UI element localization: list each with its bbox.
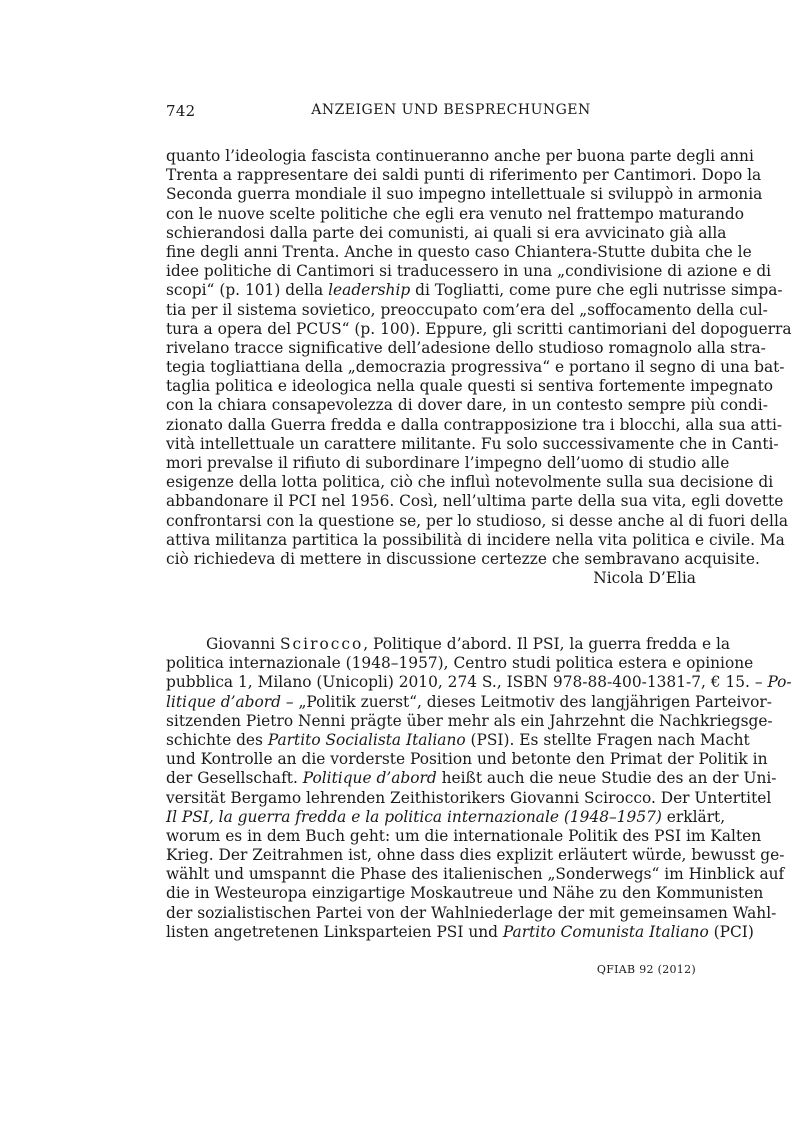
text-segment: tegia togliattiana della „democrazia progressiva“ e portano il segno di una bat- [166,358,785,377]
text-segment: tia per il sistema sovietico, preoccupato com’era del „soffocamento della cul- [166,300,768,319]
text-segment: politica internazionale (1948–1957), Centro studi politica estera e opinione [166,654,754,673]
text-line [166,377,774,396]
text-line [166,242,752,262]
text-line [166,922,754,942]
text-segment: rivelano tracce significative dell’adesione dello studioso romagnolo alla stra- [166,338,766,357]
text-segment: worum es in dem Buch geht: um die internationale Politik des PSI im Kalten [166,826,762,845]
review-paragraph-cantimori [166,147,792,588]
text-segment: quanto l’ideologia fascista continueranno anche per buona parte degli anni [166,147,754,165]
text-segment: Giovanni [206,635,280,653]
text-line [166,884,764,903]
text-line [166,166,762,185]
text-line [166,903,777,923]
text-line [166,750,768,769]
text-segment: die in Westeuropa einzigartige Moskautreue und Nähe zu den Kommunisten [166,884,764,903]
text-line [166,300,768,320]
text-line [166,204,745,224]
italic-text: Partito Comunista Italiano [502,922,709,941]
text-segment: , Politique d’abord. Il PSI, la guerra fredda e la [363,635,731,653]
italic-text: litique d’abord [166,692,281,711]
text-segment: scopi“ (p. 101) della [166,281,329,300]
text-segment: con le nuove scelte politiche che egli era venuto nel frattempo maturando [166,204,745,223]
text-line [166,511,789,531]
text-segment: vità intellettuale un carattere militante. Fu solo successivamente che in Canti- [166,434,779,453]
running-title: ANZEIGEN UND BESPRECHUNGEN [311,102,591,118]
text-line [166,262,772,281]
text-segment: pubblica 1, Milano (Unicopli) 2010, 274 S., ISBN 978-88-400-1381-7, € 15. – [166,673,768,692]
text-segment: und Kontrolle an die vorderste Position und betonte den Primat der Politik in [166,750,768,769]
text-segment: ciò richiedeva di mettere in discussione certezze che sembravano acquisite. [166,549,760,568]
page-number: 742 [166,102,196,120]
text-segment: con la chiara consapevolezza di dover dare, in un contesto sempre più condi- [166,396,768,415]
text-segment: der Gesellschaft. [166,769,303,788]
text-segment: zionato dalla Guerra fredda e dalla contrapposizione tra i blocchi, alla sua atti- [166,415,783,434]
text-segment: Krieg. Der Zeitrahmen ist, ohne dass dies explizit erläutert würde, bewusst ge- [166,846,785,865]
journal-footer: QFIAB 92 (2012) [596,963,696,976]
text-segment: di Togliatti, come pure che egli nutrisse simpa- [410,281,783,300]
text-segment: listen angetretenen Linksparteien PSI und [166,922,503,941]
text-segment: versität Bergamo lehrenden Zeithistorikers Giovanni Scirocco. Der Untertitel [166,788,772,807]
text-line [166,454,730,473]
text-line [166,415,783,435]
reviewer-signature: Nicola D’Elia [593,569,696,588]
page-header [166,102,696,124]
text-line [166,865,785,884]
text-segment: Trenta a rappresentare dei saldi punti di riferimento per Cantimori. Dopo la [166,166,762,185]
text-line [166,492,784,511]
text-segment: taglia politica e ideologica nella quale questi si sentiva fortemente impegnato [166,377,774,396]
text-line [166,692,772,712]
text-line [166,846,785,865]
text-segment: schierandosi dalla parte dei comunisti, ai quali si era avvicinato già alla [166,223,727,242]
text-segment: idee politiche di Cantimori si traducessero in una „condivisione di azione e di [166,262,772,281]
text-line [166,338,766,358]
text-line [166,147,754,166]
text-line [166,530,785,550]
italic-text: Po- [767,673,792,692]
review-paragraph-scirocco [166,635,792,942]
text-line [166,654,754,673]
text-line [166,185,763,204]
text-line [166,826,762,846]
text-line [166,223,727,243]
text-line [166,730,750,750]
text-segment: der sozialistischen Partei von der Wahlniederlage der mit gemeinsamen Wahl- [166,903,777,922]
italic-text: Politique d’abord [302,769,437,788]
text-line [166,358,785,377]
text-segment: – „Politik zuerst“, dieses Leitmotiv des langjährigen Parteivor- [280,692,772,711]
text-segment: attiva militanza partitica la possibilità di incidere nella vita politica e civile. Ma [166,530,785,549]
text-segment: wählt und umspannt die Phase des italienischen „Sonderwegs“ im Hinblick auf [166,865,785,884]
text-segment: erklärt, [661,807,726,826]
text-segment: (PSI). Es stellte Fragen nach Macht [465,730,750,749]
text-segment: mori prevalse il rifiuto di subordinare l’impegno dell’uomo di studio alle [166,454,730,472]
text-line [166,473,774,492]
text-segment: Seconda guerra mondiale il suo impegno intellettuale si sviluppò in armonia [166,185,763,204]
text-line [166,769,777,788]
text-line [166,635,731,654]
italic-text: Partito Socialista Italiano [267,730,466,749]
text-line [166,807,726,827]
text-segment: abbandonare il PCI nel 1956. Così, nell’ultima parte della sua vita, egli dovette [166,492,784,511]
text-segment: (PCI) [708,922,754,941]
italic-text: Il PSI, la guerra fredda e la politica internazionale (1948–1957) [166,807,662,826]
text-line [166,319,792,339]
text-segment: sitzenden Pietro Nenni prägte über mehr als ein Jahrzehnt die Nachkriegsge- [166,711,773,730]
text-line [166,281,783,300]
italic-text: leadership [328,281,411,300]
text-line [166,788,772,808]
text-segment: heißt auch die neue Studie des an der Uni- [436,769,777,788]
text-line [166,549,760,569]
text-segment: tura a opera del PCUS“ (p. 100). Eppure, gli scritti cantimoriani del dopoguerra [166,319,792,338]
text-line [166,673,792,692]
text-segment: schichte des [166,730,268,749]
text-line [166,711,773,731]
text-segment: fine degli anni Trenta. Anche in questo caso Chiantera-Stutte dubita che le [166,242,752,261]
text-line [166,396,768,415]
author-surname: Scirocco [280,635,364,653]
text-segment: esigenze della lotta politica, ciò che influì notevolmente sulla sua decisione di [166,473,774,492]
text-line [166,434,779,454]
text-segment: confrontarsi con la questione se, per lo studioso, si desse anche al di fuori della [166,511,789,530]
